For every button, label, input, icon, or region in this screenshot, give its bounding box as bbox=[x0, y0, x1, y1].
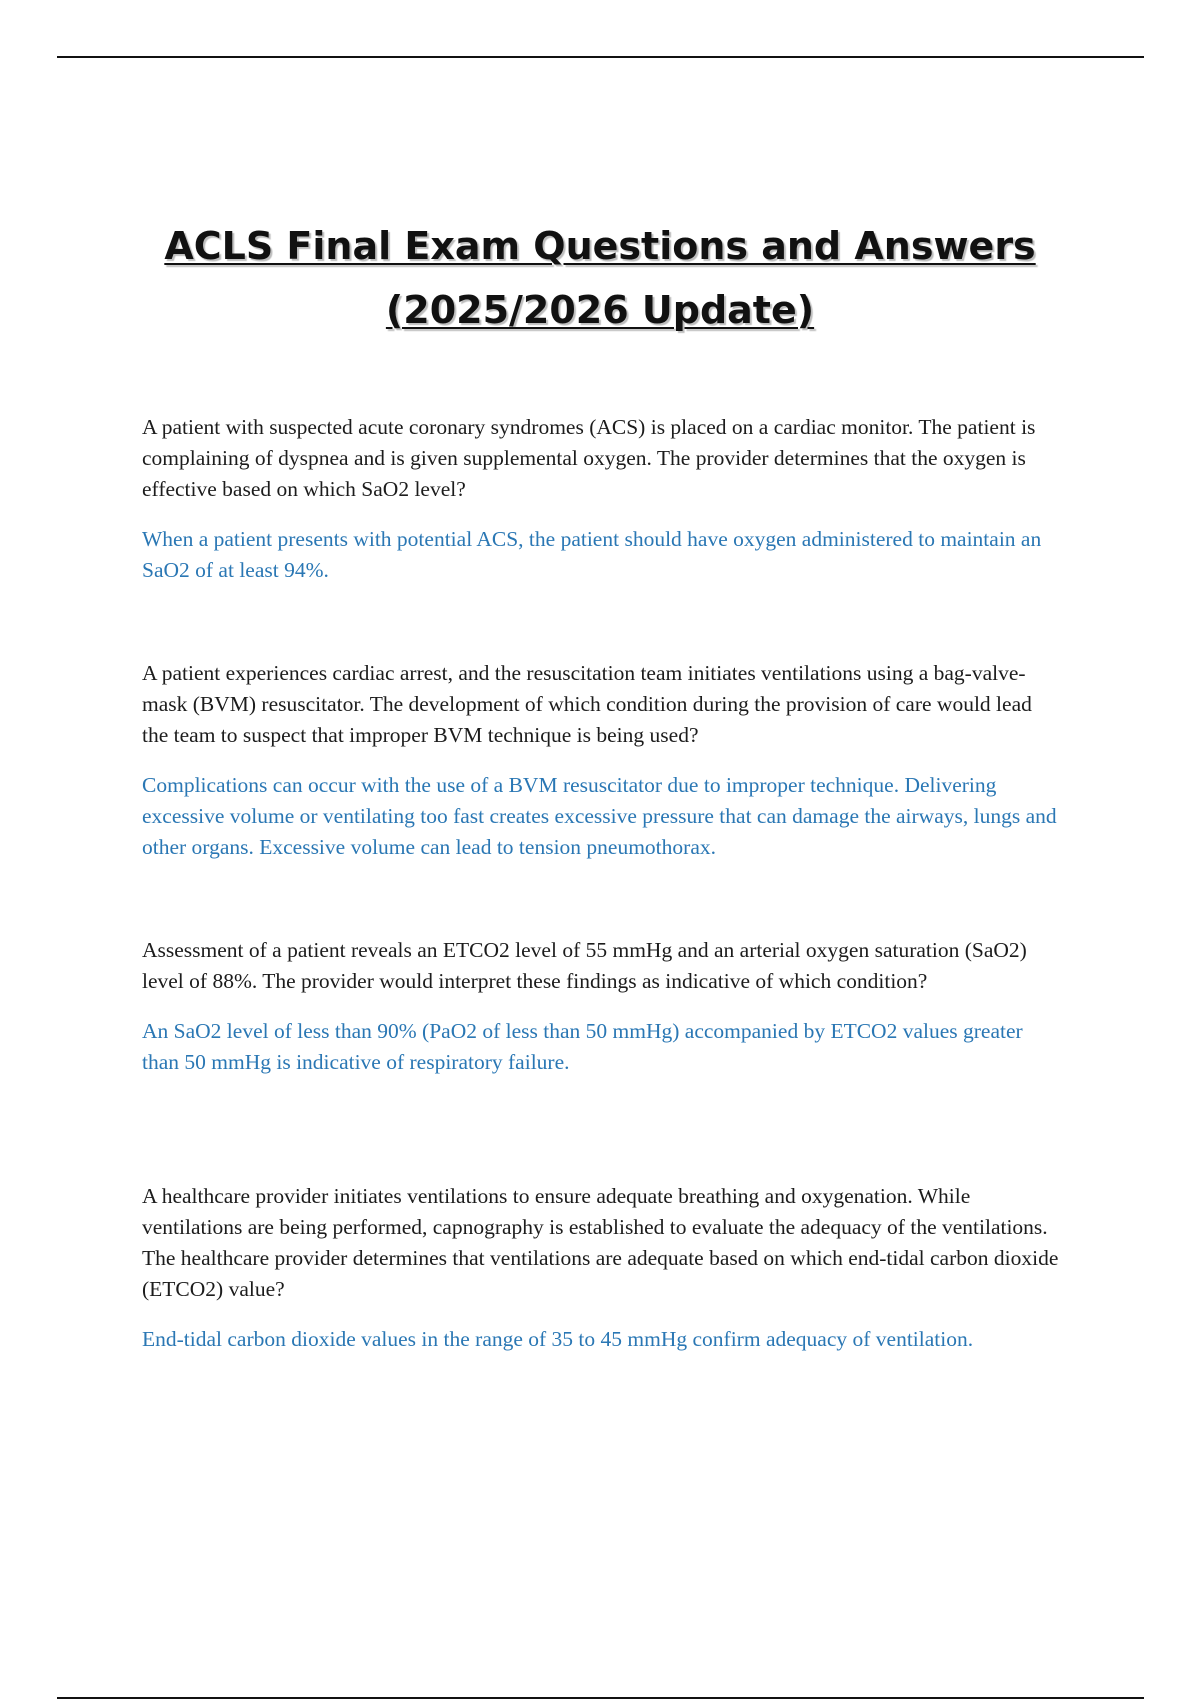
qa-item-1 bbox=[142, 412, 1060, 586]
answer-text: Complications can occur with the use of a BVM resuscitator due to improper technique. Delivering excessive volume or ventilating too fast creates excessive pressure that can damage the airways, lungs and other organs. Excessive volume can lead to tension pneumothorax. bbox=[142, 773, 1057, 859]
question-text: A healthcare provider initiates ventilations to ensure adequate breathing and oxygenation. While ventilations are being performed, capnography is established to evaluate the adequacy of the ventilations. The healthcare provider determines that ventilations are adequate based on which end-tidal carbon dioxide (ETCO2) value? bbox=[142, 1184, 1059, 1301]
page-top-rule bbox=[57, 56, 1144, 58]
question-text: A patient with suspected acute coronary syndromes (ACS) is placed on a cardiac monitor. The patient is complaining of dyspnea and is given supplemental oxygen. The provider determines that the oxygen is effective based on which SaO2 level? bbox=[142, 415, 1036, 501]
title-line-1: ACLS Final Exam Questions and Answers bbox=[164, 224, 1036, 268]
qa-item-2 bbox=[142, 658, 1060, 863]
qa-item-3 bbox=[142, 935, 1060, 1078]
answer-text: An SaO2 level of less than 90% (PaO2 of less than 50 mmHg) accompanied by ETCO2 values greater than 50 mmHg is indicative of respiratory failure. bbox=[142, 1019, 1023, 1074]
title-line-2: (2025/2026 Update) bbox=[385, 288, 815, 332]
document-title bbox=[100, 214, 1100, 342]
qa-item-4 bbox=[142, 1181, 1060, 1355]
question-text: A patient experiences cardiac arrest, and the resuscitation team initiates ventilations using a bag-valve-mask (BVM) resuscitator. The development of which condition during the provision of care would lead the team to suspect that improper BVM technique is being used? bbox=[142, 661, 1032, 747]
question-text: Assessment of a patient reveals an ETCO2 level of 55 mmHg and an arterial oxygen saturation (SaO2) level of 88%. The provider would interpret these findings as indicative of which condition? bbox=[142, 938, 1027, 993]
answer-text: When a patient presents with potential ACS, the patient should have oxygen administered to maintain an SaO2 of at least 94%. bbox=[142, 527, 1042, 582]
page-bottom-rule bbox=[57, 1697, 1144, 1699]
answer-text: End-tidal carbon dioxide values in the range of 35 to 45 mmHg confirm adequacy of ventilation. bbox=[142, 1327, 974, 1351]
